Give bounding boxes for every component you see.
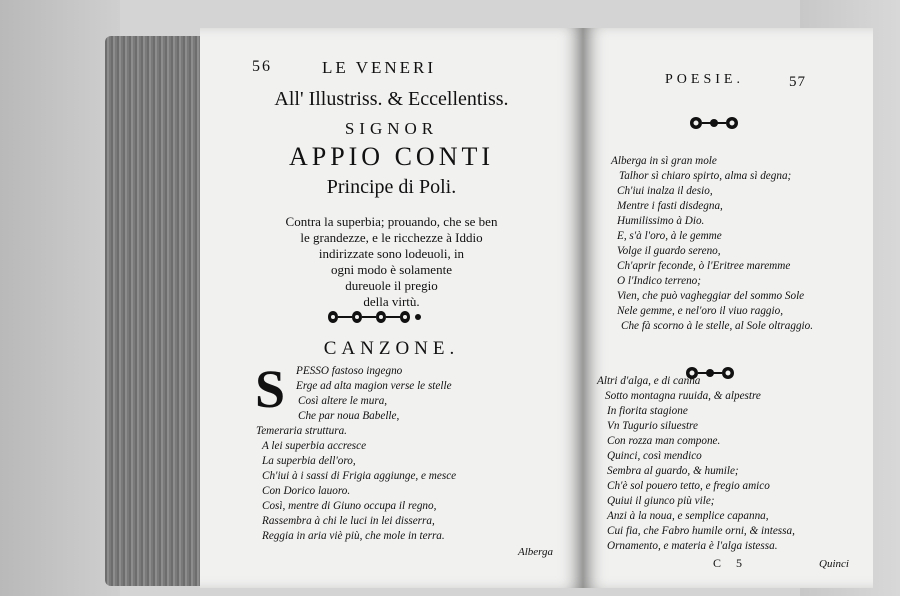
catchword-left: Alberga xyxy=(518,546,554,558)
verse-line: A lei superbia accresce xyxy=(262,440,367,452)
verse-line: Anzi à la noua, e semplice capanna, xyxy=(607,510,769,522)
catchword-right: Quinci xyxy=(819,558,849,570)
running-head-right: POESIE. xyxy=(665,72,744,87)
verse-line: PESSO fastoso ingegno xyxy=(296,365,403,377)
verse-line: In fiorita stagione xyxy=(607,405,688,417)
argument-line: indirizzate sono lodeuoli, in xyxy=(318,246,465,261)
verse-line: Con rozza man compone. xyxy=(607,435,721,447)
page-number-right: 57 xyxy=(789,74,806,90)
ornament-fleuron-icon xyxy=(687,112,741,134)
verse-line: Quinci, così mendico xyxy=(607,450,702,462)
verse-line: La superbia dell'oro, xyxy=(262,455,356,467)
canzone-heading: CANZONE. xyxy=(323,338,460,359)
verse-line: O l'Indico terreno; xyxy=(617,275,701,287)
verse-line: Che fà scorno à le stelle, al Sole oltraggio. xyxy=(621,320,814,332)
verse-line: Così altere le mura, xyxy=(298,395,388,407)
verse-line: Ch'è sol pouero tetto, e fregio amico xyxy=(607,480,770,492)
argument-line: Contra la superbia; prouando, che se ben xyxy=(285,214,498,229)
verse-line: Sembra al guardo, & humile; xyxy=(607,465,739,477)
verse-line: Talhor sì chiaro spirto, alma sì degna; xyxy=(619,170,792,182)
verse-line: Con Dorico lauoro. xyxy=(262,485,351,497)
verse-line: Quiui il giunco più vile; xyxy=(607,495,715,507)
verse-line: Temeraria struttura. xyxy=(256,425,347,437)
verse-line: Erge ad alta magion verse le stelle xyxy=(296,380,452,392)
verse-line: E, s'à l'oro, à le gemme xyxy=(617,230,722,242)
verse-line: Che par noua Babelle, xyxy=(298,410,400,422)
verse-line: Cui fia, che Fabro humile orni, & intessa, xyxy=(607,525,795,537)
title-name: APPIO CONTI xyxy=(288,142,495,171)
drop-cap-letter: S xyxy=(255,359,286,419)
title-signor: SIGNOR xyxy=(344,119,439,138)
dedication-line: All' Illustriss. & Eccellentiss. xyxy=(274,88,509,110)
verse-line: Ch'iui inalza il desio, xyxy=(617,185,713,197)
verse-line: Humilissimo à Dio. xyxy=(617,215,705,227)
stanza-two xyxy=(597,374,795,554)
verse-line: Volge il guardo sereno, xyxy=(617,245,721,257)
ornament-fleuron-icon xyxy=(324,306,424,328)
verse-line: Mentre i fasti disdegna, xyxy=(617,200,723,212)
argument-line: le grandezze, e le ricchezze à Iddio xyxy=(300,230,483,245)
verse-line: Nele gemme, e nel'oro il viuo raggio, xyxy=(617,305,784,317)
background-left xyxy=(0,0,120,596)
right-page xyxy=(583,28,873,588)
verse-line: Ch'aprir feconde, ò l'Eritree maremme xyxy=(617,260,791,272)
argument-line: dureuole il pregio xyxy=(345,278,438,293)
open-book xyxy=(105,28,849,590)
signature-mark: C 5 xyxy=(713,556,749,570)
verse-line: Ch'iui à i sassi di Frigia aggiunge, e mesce xyxy=(262,470,457,482)
verse-line: Così, mentre di Giuno occupa il regno, xyxy=(262,500,437,512)
verse-line: Vn Tugurio siluestre xyxy=(607,420,698,432)
argument-line: ogni modo è solamente xyxy=(331,262,452,277)
argument-line: della virtù. xyxy=(363,294,420,309)
verse-line: Reggia in aria viè più, che mole in terra. xyxy=(262,530,445,542)
verse-line: Vien, che può vagheggiar del sommo Sole xyxy=(617,290,805,302)
canzone-verses-left xyxy=(256,364,457,544)
verse-line: Alberga in sì gran mole xyxy=(611,155,717,167)
argument-block xyxy=(200,214,583,310)
page-edges-left xyxy=(105,36,205,586)
page-number-left: 56 xyxy=(252,58,272,75)
verse-line: Ornamento, e materia è l'alga istessa. xyxy=(607,540,778,552)
running-head-left: LE VENERI xyxy=(322,58,437,77)
left-page xyxy=(200,28,584,588)
verse-line: Sotto montagna ruuida, & alpestre xyxy=(605,390,761,402)
title-prince: Principe di Poli. xyxy=(326,176,457,198)
stanza-one xyxy=(611,154,813,334)
verse-line: Rassembra à chi le luci in lei disserra, xyxy=(262,515,435,527)
verse-line: Altri d'alga, e di canna xyxy=(597,375,701,387)
